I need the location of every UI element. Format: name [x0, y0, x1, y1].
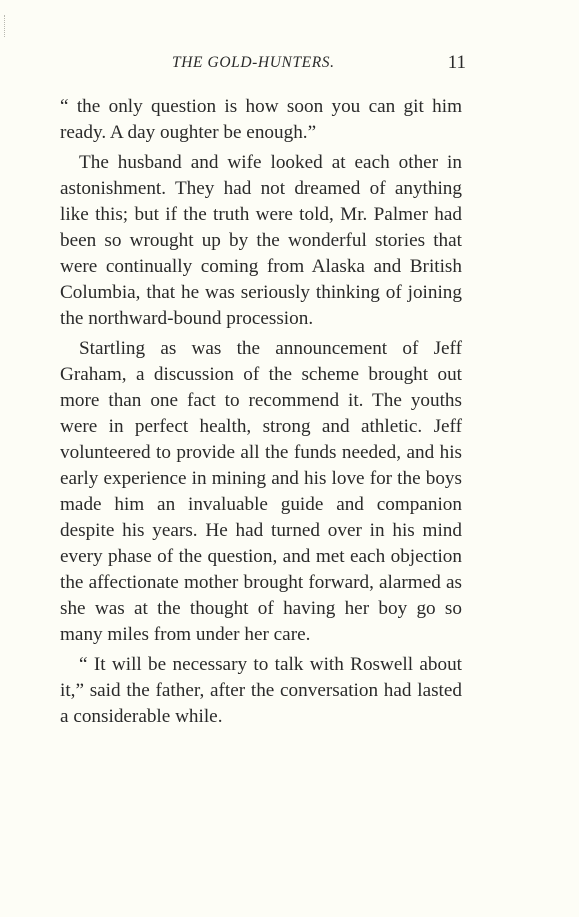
paragraph: The husband and wife looked at each other in astonishment. They had not dreamed of anything like this; but if the truth were told, Mr. Palmer had been so wrought up by the wonderful stories that were continually coming from Alaska and British Columbia, that he was seriously thinking of joining the northward-bound procession.: [60, 152, 462, 329]
margin-mark: [4, 15, 7, 37]
running-title: THE GOLD-HUNTERS.: [172, 54, 335, 71]
running-head: [60, 54, 470, 76]
paragraph: “ It will be necessary to talk with Roswell about it,” said the father, after the conversation had lasted a considerable while.: [60, 654, 462, 727]
body-text: [60, 94, 462, 734]
page-number: 11: [447, 52, 466, 73]
paragraph: Startling as was the announcement of Jeff Graham, a discussion of the scheme brought out more than one fact to recommend it. The youths were in perfect health, strong and athletic. Jeff volunteered to provide all the funds needed, and his early experience in mining and his love for the boys made him an invaluable guide and companion despite his years. He had turned over in his mind every phase of the question, and met each objection the affectionate mother brought forward, alarmed as she was at the thought of having her boy go so many miles from under her care.: [60, 338, 462, 645]
paragraph: “ the only question is how soon you can git him ready. A day oughter be enough.”: [60, 96, 462, 143]
